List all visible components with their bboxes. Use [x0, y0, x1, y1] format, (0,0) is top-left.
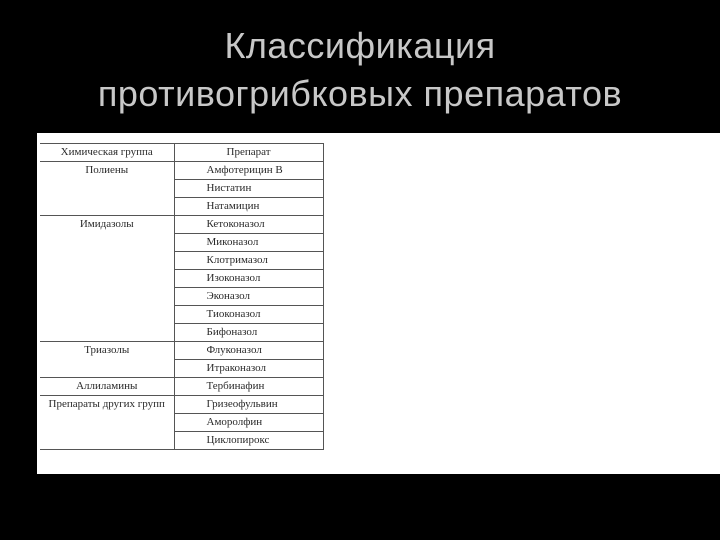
table-row [40, 216, 323, 234]
chemical-group-cell: Аллиламины [40, 378, 174, 396]
drug-cell: Флуконазол [174, 342, 323, 360]
drug-cell: Тербинафин [174, 378, 323, 396]
table-row [40, 162, 323, 180]
drug-cell: Изоконазол [174, 270, 323, 288]
drug-cell: Тиоконазол [174, 306, 323, 324]
drug-cell: Циклопирокс [174, 432, 323, 450]
table-row [40, 378, 323, 396]
drug-cell: Кетоконазол [174, 216, 323, 234]
drug-cell: Бифоназол [174, 324, 323, 342]
drug-cell: Аморолфин [174, 414, 323, 432]
chemical-group-cell: Полиены [40, 162, 174, 216]
chemical-group-cell: Имидазолы [40, 216, 174, 342]
chemical-group-cell: Препараты других групп [40, 396, 174, 450]
table-body [40, 162, 323, 450]
header-drug: Препарат [174, 144, 323, 162]
table-row [40, 342, 323, 360]
table-row [40, 396, 323, 414]
drug-cell: Итраконазол [174, 360, 323, 378]
slide-title [0, 22, 720, 118]
header-chemical-group: Химическая группа [40, 144, 174, 162]
classification-table [40, 143, 324, 450]
chemical-group-cell: Триазолы [40, 342, 174, 378]
slide-title-line-2: противогрибковых препаратов [97, 73, 623, 114]
table-panel [37, 133, 720, 474]
drug-cell: Клотримазол [174, 252, 323, 270]
drug-cell: Натамицин [174, 198, 323, 216]
slide-title-line-1: Классификация [224, 25, 496, 66]
drug-cell: Миконазол [174, 234, 323, 252]
drug-cell: Нистатин [174, 180, 323, 198]
table-header-row [40, 144, 323, 162]
drug-cell: Эконазол [174, 288, 323, 306]
classification-table-wrapper [40, 143, 323, 450]
drug-cell: Амфотерицин В [174, 162, 323, 180]
drug-cell: Гризеофульвин [174, 396, 323, 414]
